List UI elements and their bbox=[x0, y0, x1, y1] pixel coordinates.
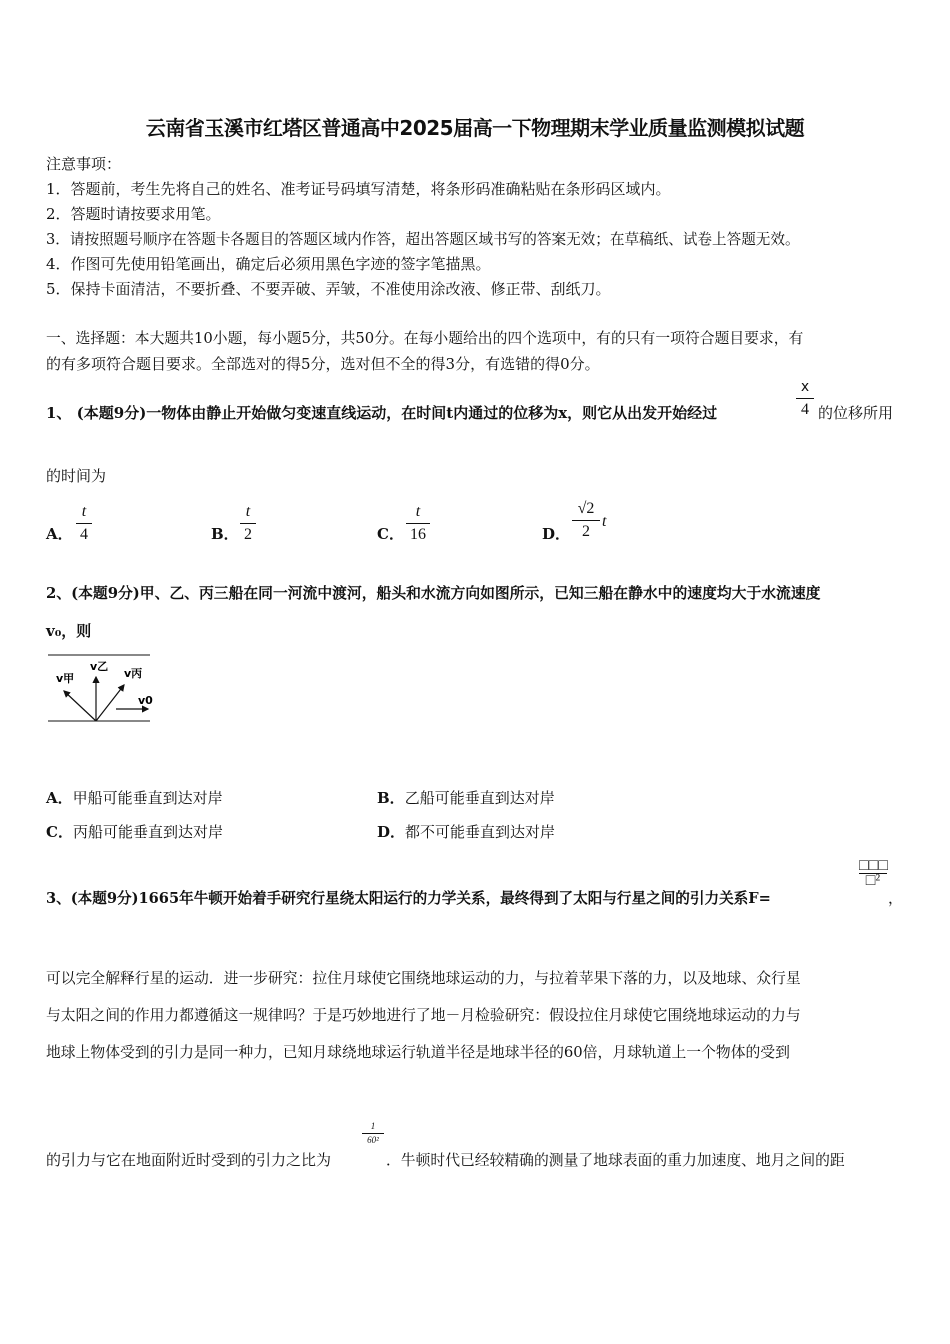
page-title: 云南省玉溪市红塔区普通高中2025届高一下物理期末学业质量监测模拟试题 bbox=[145, 116, 805, 140]
notice-item: 1．答题前，考生先将自己的姓名、准考证号码填写清楚，将条形码准确粘贴在条形码区域内。 bbox=[46, 180, 671, 198]
notice-heading: 注意事项： bbox=[46, 155, 122, 173]
q1-stem: 1、 (本题9分)一物体由静止开始做匀变速直线运动，在时间t内通过的位移为x，则它从出发开始经过 bbox=[46, 404, 718, 422]
q1-option-b-fraction[interactable]: t 2 bbox=[240, 503, 256, 544]
label-v-jia: v甲 bbox=[56, 672, 75, 685]
label-v-yi: v乙 bbox=[90, 660, 109, 673]
section-instructions-cont: 的有多项符合题目要求。全部选对的得5分，选对但不全的得3分，有选错的得0分。 bbox=[46, 355, 600, 373]
q2-option-d[interactable]: D．都不可能垂直到达对岸 bbox=[377, 823, 556, 841]
q1-stem-line2: 的时间为 bbox=[46, 467, 107, 485]
q2-option-b[interactable]: B．乙船可能垂直到达对岸 bbox=[377, 789, 555, 807]
notice-item: 4．作图可先使用铅笔画出，确定后必须用黑色字迹的签字笔描黑。 bbox=[46, 255, 491, 273]
notice-item: 5．保持卡面清洁，不要折叠、不要弄破、弄皱，不准使用涂改液、修正带、刮纸刀。 bbox=[46, 280, 611, 298]
q2-stem-line2: v₀，则 bbox=[46, 622, 92, 640]
q2-river-diagram bbox=[44, 650, 164, 726]
velocity-bing-arrow bbox=[96, 685, 124, 721]
label-v-bing: v丙 bbox=[124, 667, 143, 680]
q1-option-b-label[interactable]: B． bbox=[211, 525, 239, 543]
q1-option-d-label[interactable]: D． bbox=[542, 525, 571, 543]
q3-stem: 3、(本题9分)1665年牛顿开始着手研究行星绕太阳运行的力学关系，最终得到了太阳与行星之间的引力关系F= bbox=[46, 890, 771, 907]
label-v0: v0 bbox=[138, 694, 153, 707]
q3-paragraph-line: 与太阳之间的作用力都遵循这一规律吗？于是巧妙地进行了地－月检验研究：假设拉住月球使它围绕地球运动的力与 bbox=[46, 1007, 801, 1024]
q3-paragraph-line-end: ．牛顿时代已经较精确的测量了地球表面的重力加速度、地月之间的距 bbox=[386, 1152, 845, 1169]
q3-paragraph-line: 可以完全解释行星的运动．进一步研究：拉住月球使它围绕地球运动的力，与拉着苹果下落的力，以及地球、众行星 bbox=[46, 970, 801, 987]
q2-option-c[interactable]: C．丙船可能垂直到达对岸 bbox=[46, 823, 223, 841]
q3-force-formula: □□□ □² bbox=[859, 857, 888, 889]
q1-stem-end: 的位移所用 bbox=[818, 404, 894, 422]
q1-fraction: x 4 bbox=[796, 378, 814, 419]
notice-item: 2．答题时请按要求用笔。 bbox=[46, 205, 221, 223]
q3-ratio-fraction: 1 60² bbox=[362, 1121, 384, 1146]
notice-item: 3．请按照题号顺序在答题卡各题目的答题区域内作答，超出答题区域书写的答案无效；在草稿纸、试卷上答题无效。 bbox=[46, 231, 800, 248]
q3-paragraph-line: 的引力与它在地面附近时受到的引力之比为 bbox=[46, 1151, 332, 1169]
q2-stem: 2、(本题9分)甲、乙、丙三船在同一河流中渡河，船头和水流方向如图所示，已知三船在静水中的速度均大于水流速度 bbox=[46, 585, 821, 602]
q1-option-a-fraction[interactable]: t 4 bbox=[76, 503, 92, 544]
q1-option-c-fraction[interactable]: t 16 bbox=[406, 503, 430, 544]
q1-option-d-suffix: t bbox=[602, 513, 607, 530]
q3-paragraph-line: 地球上物体受到的引力是同一种力，已知月球绕地球运行轨道半径是地球半径的60倍，月球轨道上一个物体的受到 bbox=[46, 1044, 790, 1061]
q1-option-a-label[interactable]: A． bbox=[46, 525, 73, 543]
q3-stem-comma: ， bbox=[888, 889, 904, 907]
section-instructions: 一、选择题：本大题共10小题，每小题5分，共50分。在每小题给出的四个选项中，有的只有一项符合题目要求，有 bbox=[46, 330, 804, 347]
q1-option-c-label[interactable]: C． bbox=[377, 525, 404, 543]
velocity-jia-arrow bbox=[64, 691, 96, 721]
q1-option-d-fraction[interactable]: √2 2 bbox=[572, 500, 600, 541]
q2-option-a[interactable]: A．甲船可能垂直到达对岸 bbox=[46, 789, 223, 807]
